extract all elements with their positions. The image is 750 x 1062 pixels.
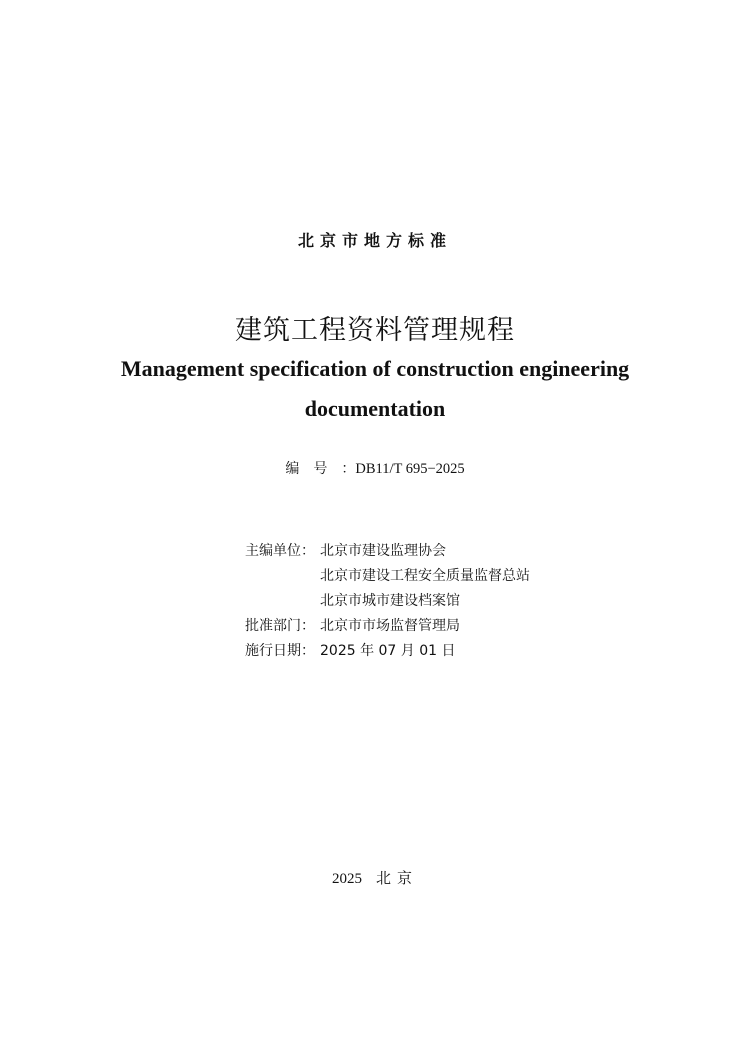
code-label: 编号	[285, 461, 342, 477]
editor-org-3: 北京市城市建设档案馆	[320, 593, 460, 609]
info-block	[245, 539, 530, 664]
editor-row-3	[245, 589, 530, 614]
footer-city: 北京	[375, 869, 418, 887]
date-row	[245, 639, 530, 664]
editor-org-1: 北京市建设监理协会	[320, 543, 446, 559]
date-label: 施行日期：	[245, 643, 315, 659]
footer-year: 2025	[331, 871, 362, 887]
editor-row-1	[245, 539, 530, 564]
code-value: DB11/T 695−2025	[355, 461, 465, 477]
date-value: 2025 年 07 月 01 日	[320, 643, 456, 659]
footer	[0, 867, 750, 888]
approve-row	[245, 614, 530, 639]
code-colon: ：	[341, 461, 356, 477]
title-english-line-1: Management specification of construction engineering	[120, 356, 630, 381]
title-chinese: 建筑工程资料管理规程	[235, 315, 515, 346]
standard-code	[0, 458, 750, 478]
approve-value: 北京市市场监督管理局	[320, 618, 460, 634]
editor-org-2: 北京市建设工程安全质量监督总站	[320, 568, 530, 584]
editor-label: 主编单位：	[245, 543, 315, 559]
title-english-line-2: documentation	[304, 396, 446, 421]
approve-label: 批准部门：	[245, 618, 315, 634]
editor-row-2	[245, 564, 530, 589]
standard-type: 北京市地方标准	[297, 231, 452, 250]
